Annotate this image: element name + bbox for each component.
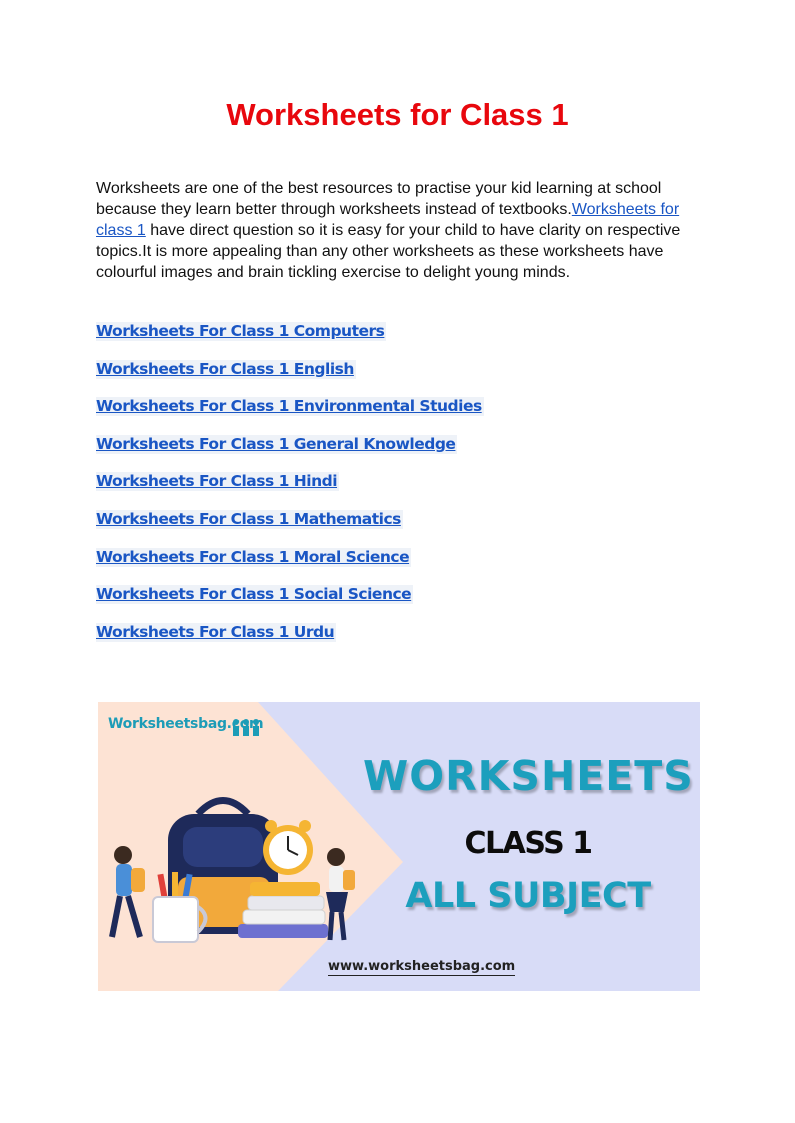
banner-logo: Worksheetsbag.com <box>108 716 264 732</box>
english-link[interactable]: Worksheets For Class 1 English <box>96 359 354 378</box>
intro-paragraph <box>96 178 696 283</box>
environmental-studies-link[interactable]: Worksheets For Class 1 Environmental Studies <box>96 397 482 416</box>
list-item <box>96 585 484 623</box>
list-item <box>96 472 484 510</box>
social-science-link[interactable]: Worksheets For Class 1 Social Science <box>96 585 412 604</box>
list-item <box>96 322 484 360</box>
mathematics-link[interactable]: Worksheets For Class 1 Mathematics <box>96 509 401 528</box>
intro-text-start: Worksheets are one of the best resources to practise your kid learning at school because they learn better through worksheets instead of textbooks. <box>96 180 662 218</box>
banner-subject-label: ALL SUBJECT <box>405 876 651 916</box>
list-item <box>96 435 484 473</box>
urdu-link[interactable]: Worksheets For Class 1 Urdu <box>96 622 335 641</box>
banner-class-label: CLASS 1 <box>464 826 592 861</box>
page-title: Worksheets for Class 1 <box>226 97 569 132</box>
list-item <box>96 548 484 586</box>
intro-text-end: have direct question so it is easy for your child to have clarity on respective topics.It is more appealing than any other worksheets as these worksheets have colourful images and brain tickling exercise to delight young minds. <box>96 222 681 281</box>
books-stack-icon <box>238 882 328 938</box>
list-item <box>96 623 484 661</box>
list-item <box>96 510 484 548</box>
alarm-clock-icon <box>263 820 313 875</box>
banner-title: WORKSHEETS <box>363 752 694 800</box>
subject-links-list <box>96 322 484 660</box>
moral-science-link[interactable]: Worksheets For Class 1 Moral Science <box>96 547 410 566</box>
general-knowledge-link[interactable]: Worksheets For Class 1 General Knowledge <box>96 434 456 453</box>
list-item <box>96 397 484 435</box>
worksheets-banner-image <box>98 702 700 991</box>
class-1-worksheets-link[interactable]: Worksheets for class 1 <box>96 201 680 239</box>
list-item <box>96 360 484 398</box>
banner-url: www.worksheetsbag.com <box>328 959 516 974</box>
computers-link[interactable]: Worksheets For Class 1 Computers <box>96 322 385 340</box>
hindi-link[interactable]: Worksheets For Class 1 Hindi <box>96 472 338 491</box>
